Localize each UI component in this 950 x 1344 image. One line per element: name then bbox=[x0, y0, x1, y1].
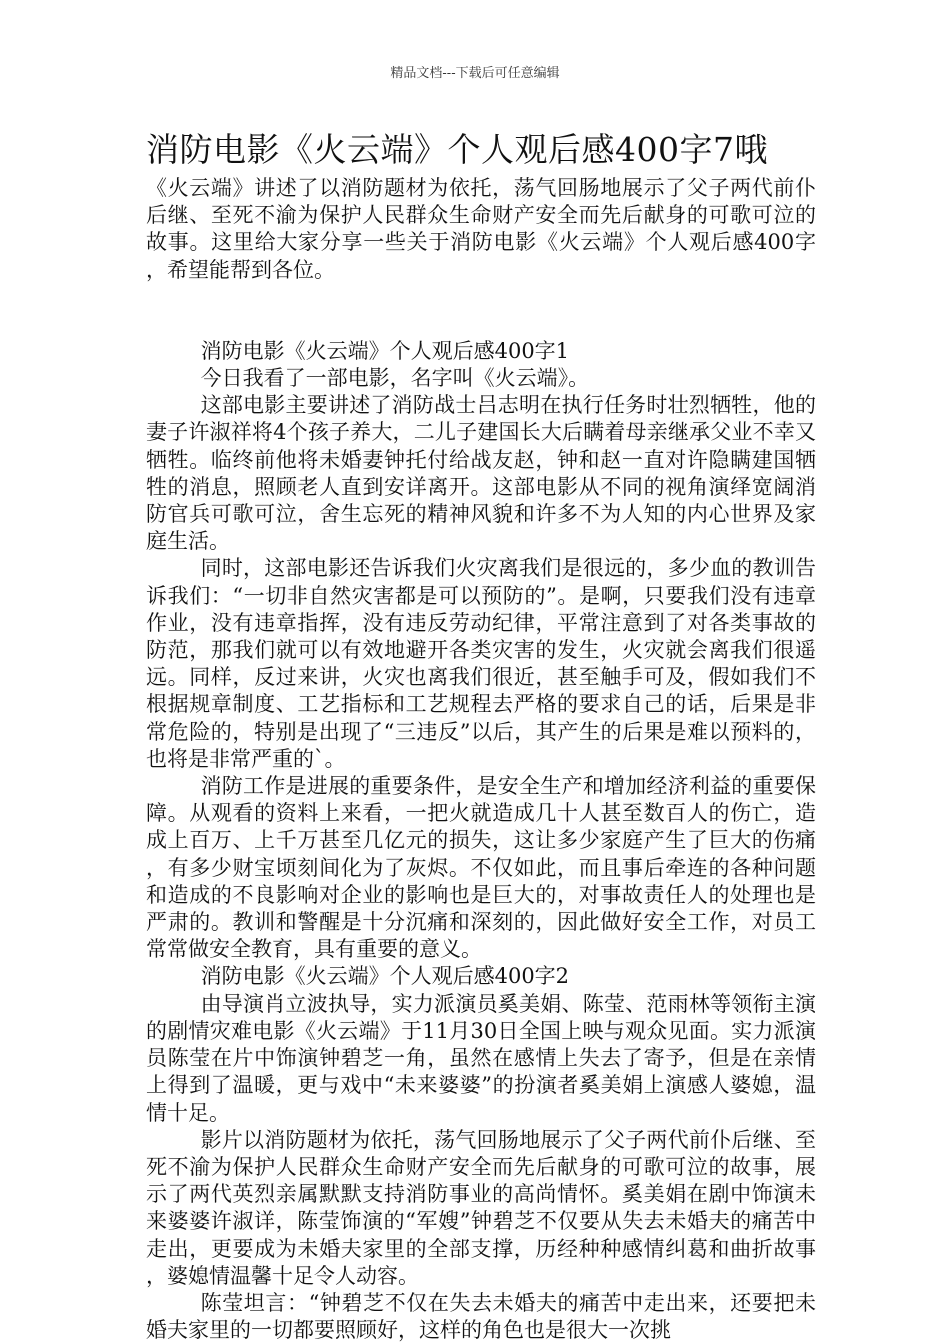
section1-paragraph-4: 消防工作是进展的重要条件，是安全生产和增加经济利益的重要保障。从观看的资料上来看，一把火就造成几十人甚至数百人的伤亡，造成上百万、上千万甚至几亿元的损失，这让多少家庭产生了巨大的伤痛，有多少财宝顷刻间化为了灰烬。不仅如此，而且事后牵连的各种问题和造成的不良影响对企业的影响也是巨大的，对事故责任人的处理也是严肃的。教训和警醒是十分沉痛和深刻的，因此做好安全工作，对员工常常做安全教育，具有重要的意义。 bbox=[146, 774, 816, 962]
header-note: 精品文档---下载后可任意编辑 bbox=[390, 66, 560, 81]
section-heading-1: 消防电影《火云端》个人观后感400字1 bbox=[200, 338, 570, 363]
intro-paragraph: 《火云端》讲述了以消防题材为依托，荡气回肠地展示了父子两代前仆后继、至死不渝为保护人民群众生命财产安全而先后献身的可歌可泣的故事。这里给大家分享一些关于消防电影《火云端》个人观后感400字，希望能帮到各位。 bbox=[146, 176, 816, 282]
section-heading-2: 消防电影《火云端》个人观后感400字2 bbox=[200, 964, 570, 989]
document-title: 消防电影《火云端》个人观后感400字7哦 bbox=[146, 130, 768, 169]
paragraph-gap bbox=[146, 284, 816, 338]
section1-paragraph-1: 今日我看了一部电影，名字叫《火云端》。 bbox=[200, 366, 590, 391]
section2-paragraph-2: 影片以消防题材为依托，荡气回肠地展示了父子两代前仆后继、至死不渝为保护人民群众生命财产安全而先后献身的可歌可泣的故事，展示了两代英烈亲属默默支持消防事业的高尚情怀。奚美娟在剧中饰演未来婆婆许淑详，陈莹饰演的“军嫂”钟碧芝不仅要从失去未婚夫的痛苦中走出，更要成为未婚夫家里的全部支撑，历经种种感情纠葛和曲折故事，婆媳情温馨十足令人动容。 bbox=[146, 1127, 816, 1288]
section2-paragraph-1: 由导演肖立波执导，实力派演员奚美娟、陈莹、范雨林等领衔主演的剧情灾难电影《火云端》于11月30日全国上映与观众见面。实力派演员陈莹在片中饰演钟碧芝一角，虽然在感情上失去了寄予，但是在亲情上得到了温暖，更与戏中“未来婆婆”的扮演者奚美娟上演感人婆媳，温情十足。 bbox=[146, 991, 816, 1125]
section1-paragraph-3: 同时，这部电影还告诉我们火灾离我们是很远的，多少血的教训告诉我们：“一切非自然灾害都是可以预防的”。是啊，只要我们没有违章作业，没有违章指挥，没有违反劳动纪律，平常注意到了对各类事故的防范，那我们就可以有效地避开各类灾害的发生，火灾就会离我们很遥远。同样，反过来讲，火灾也离我们很近，甚至触手可及，假如我们不根据规章制度、工艺指标和工艺规程去严格的要求自己的话，后果是非常危险的，特别是出现了“三违反”以后，其产生的后果是难以预料的，也将是非常严重的`。 bbox=[146, 556, 816, 771]
section1-paragraph-2: 这部电影主要讲述了消防战士吕志明在执行任务时壮烈牺牲，他的妻子许淑祥将4个孩子养大，二儿子建国长大后瞒着母亲继承父业不幸又牺牲。临终前他将未婚妻钟托付给战友赵，钟和赵一直对许隐瞒建国牺牲的消息，照顾老人直到安详离开。这部电影从不同的视角演绎宽阔消防官兵可歌可泣，舍生忘死的精神风貌和许多不为人知的内心世界及家庭生活。 bbox=[146, 393, 816, 554]
section2-paragraph-3: 陈莹坦言：“钟碧芝不仅在失去未婚夫的痛苦中走出来，还要把未婚夫家里的一切都要照顾好，这样的角色也是很大一次挑 bbox=[146, 1290, 816, 1343]
document-body bbox=[146, 175, 816, 1344]
